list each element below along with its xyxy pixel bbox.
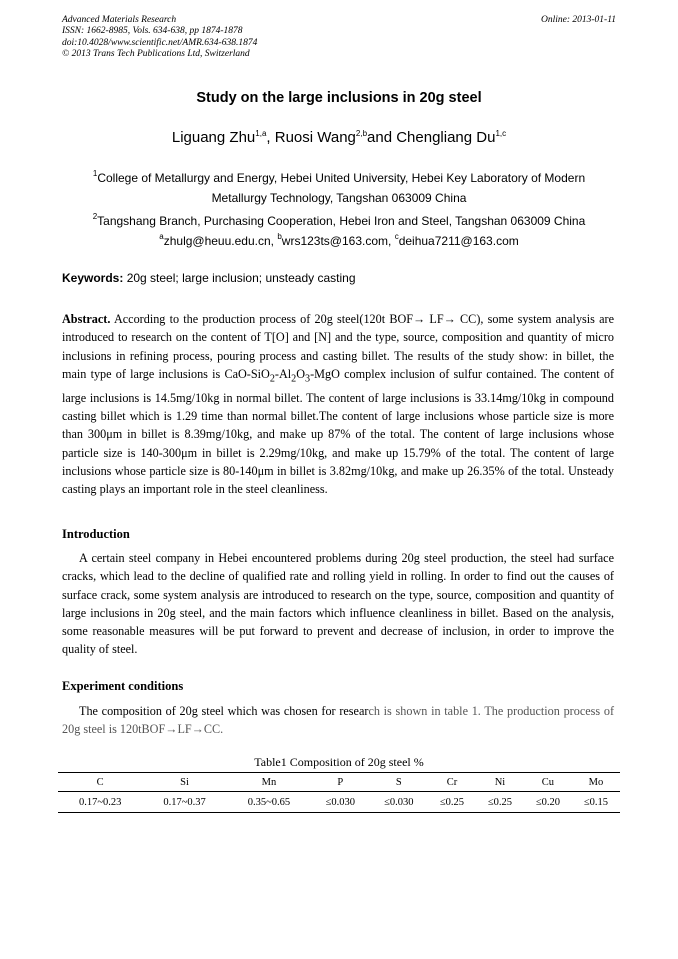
table-cell: 0.17~0.23 <box>78 796 122 808</box>
introduction-paragraph: A certain steel company in Hebei encountered problems during 20g steel production, the steel had surface cracks, which lead to the decline of qualified rate and rolling yield in rolling. In order to find out the causes of surface crack, some system analysis are introduced to research on the type, source, composition and quantity of large inclusions in 20g steel, and the main factors which influence cleanliness in billet. Based on the analysis, some reasonable measures will be put forward to prevent and decrease of inclusion, in order to improve the quality of steel. <box>62 551 614 657</box>
author-affiliation-mark: 2,b <box>355 129 368 138</box>
affiliation-mark: 1 <box>92 169 98 178</box>
keywords-text: 20g steel; large inclusion; unsteady casting <box>123 271 356 285</box>
keywords-label: Keywords: <box>62 271 124 285</box>
table-cell: ≤0.030 <box>325 796 356 808</box>
table-header-cell: Ni <box>494 776 506 788</box>
affiliation-1 <box>62 164 616 208</box>
affiliation-1-line-1: $^1$College of Metallurgy and Energy, Hebei United University, Hebei Key Laboratory of Modern <box>92 169 586 185</box>
table-cell: ≤0.25 <box>487 796 513 808</box>
email-address: deihua7211@163.com <box>398 234 519 248</box>
table-header-cell: Cu <box>541 776 555 788</box>
table-header-cell: Cr <box>446 776 458 788</box>
email-mark: c <box>394 232 399 241</box>
email-mark: b <box>277 232 282 241</box>
affiliation-mark: 2 <box>92 212 98 221</box>
table-header-cell: S <box>395 776 402 788</box>
email-mark: a <box>159 232 164 241</box>
table-cell: ≤0.030 <box>384 796 414 808</box>
author-name: Liguang Zhu <box>171 129 256 146</box>
author-name: Ruosi Wang <box>274 129 356 146</box>
experiment-paragraph: The composition of 20g steel which was chosen for research is shown in table 1. The production process of 20g steel is 120tBOF→LF→CC. <box>62 704 615 737</box>
abstract-label: Abstract. <box>62 312 111 326</box>
table-header-cell: Si <box>180 776 189 788</box>
issn-line: ISSN: 1662-8985, Vols. 634-638, pp 1874-1878 <box>62 26 243 37</box>
paper-title: Study on the large inclusions in 20g steel <box>196 90 482 106</box>
table-cell: ≤0.20 <box>535 796 560 808</box>
section-heading-experiment: Experiment conditions <box>62 679 184 693</box>
copyright-line: © 2013 Trans Tech Publications Ltd, Switzerland <box>62 48 250 59</box>
author-emails <box>0 232 678 248</box>
table-header-row <box>58 773 620 792</box>
table-cell: 0.35~0.65 <box>247 796 291 808</box>
email-address: wrs123ts@163.com, <box>281 234 395 248</box>
table-caption: Table1 Composition of 20g steel % <box>254 755 424 769</box>
table-header-cell: C <box>96 776 104 788</box>
author-separator: , <box>266 129 275 146</box>
table-header-cell: Mo <box>588 776 604 788</box>
author-affiliation-mark: 1,c <box>495 129 507 138</box>
author-name: Chengliang Du <box>396 129 496 146</box>
table-header-cell: Mn <box>261 776 277 788</box>
author-affiliation-mark: 1,a <box>255 129 267 138</box>
section-heading-introduction: Introduction <box>62 527 130 541</box>
author-list <box>0 129 678 146</box>
keywords <box>62 271 356 285</box>
table-cell: ≤0.15 <box>583 796 609 808</box>
journal-name: Advanced Materials Research <box>62 15 177 25</box>
doi-line: doi:10.4028/www.scientific.net/AMR.634-638.1874 <box>62 37 258 48</box>
table-header-cell: P <box>337 776 344 788</box>
online-date: Online: 2013-01-11 <box>540 15 616 25</box>
table-cell: ≤0.25 <box>439 796 465 808</box>
affiliation-1-line-2: Metallurgy Technology, Tangshan 063009 China <box>211 191 467 205</box>
affiliation-2: $^2$Tangshang Branch, Purchasing Cooperation, Hebei Iron and Steel, Tangshan 063009 China <box>92 212 586 228</box>
composition-table <box>58 772 620 813</box>
email-address: zhulg@heuu.edu.cn, <box>163 234 278 248</box>
table-cell: 0.17~0.37 <box>163 796 206 808</box>
author-conjunction: and <box>367 129 397 146</box>
abstract-paragraph: Abstract. According to the production process of 20g steel(120t BOF→ LF→ CC), some system analysis are introduced to research on the content of T[O] and [N] and the type, source, composition and quantity of micro inclusions in refining process, pouring process and casting billet. The results of the study show: in billet, the main type of large inclusions is CaO-$SiO_2-Al_2O_3$-MgO complex inclusion of sulfur contained. The content of large inclusions is 14.5mg/10kg in normal billet. The content of large inclusions is 33.14mg/10kg in compound casting billet which is 1.29 time than normal billet.The content of large inclusions whose particle size is more than 300μm in billet is 8.39mg/10kg, and make up 87% of the total. The content of large inclusions whose particle size is 140-300μm in billet is 2.29mg/10kg, and make up 15.79% of the total. The content of large inclusions whose particle size is 80-140μm in billet is 3.82mg/10kg, and make up 26.35% of the total. Unsteady casting plays an important role in the steel cleanliness. <box>62 312 615 497</box>
journal-header <box>62 15 616 60</box>
table-row <box>58 792 620 813</box>
